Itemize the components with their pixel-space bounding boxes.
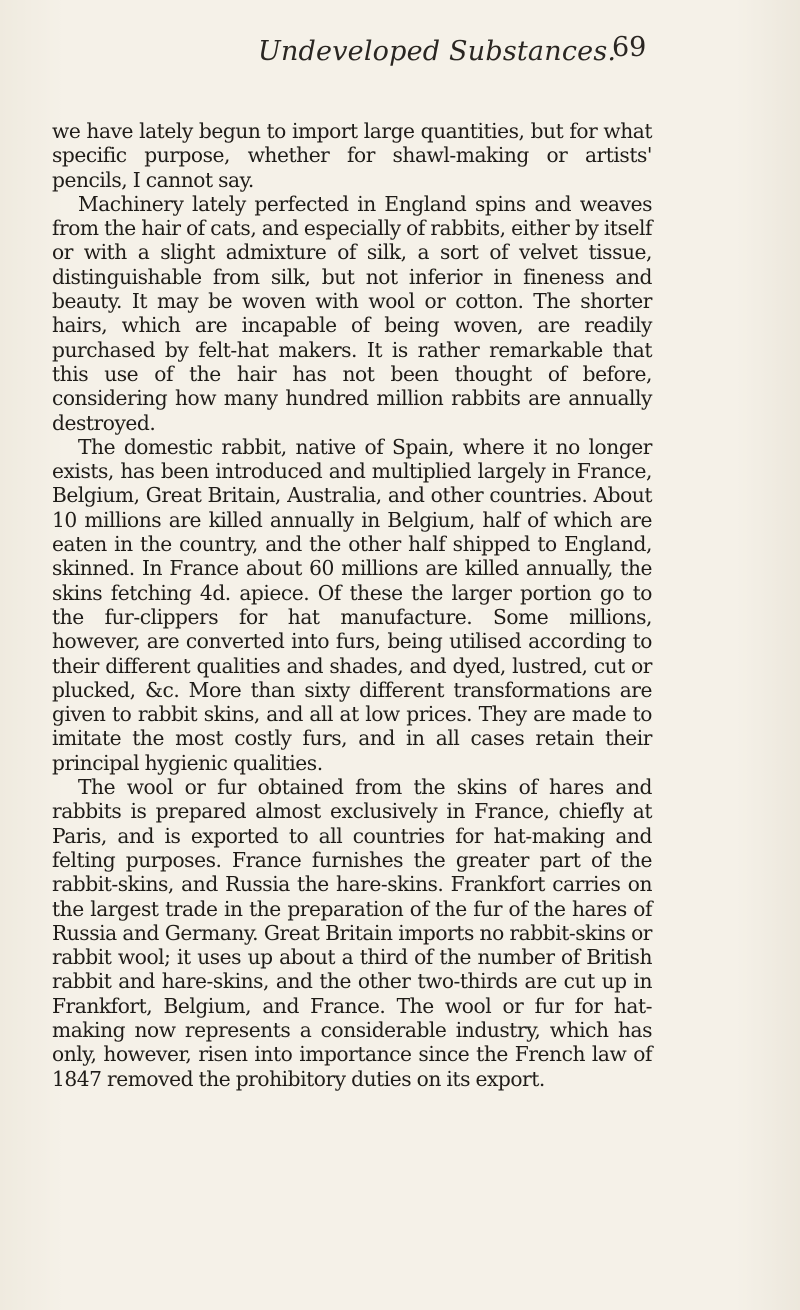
- paragraph-wool-fur: The wool or fur obtained from the skins of hares and rabbits is prepared almost exclusively in France, chiefly at Paris, and is exported to all countries for hat-making and felting purposes. France furnishes the greater part of the rabbit-skins, and Russia the hare-skins. Frankfort carries on the largest trade in the preparation of the fur of the hares of Russia and Germany. Great Britain imports no rabbit-skins or rabbit wool; it uses up about a third of the number of British rabbit and hare-skins, and the other two-thirds are cut up in Frankfort, Belgium, and France. The wool or fur for hat-making now represents a considerable industry, which has only, however, risen into importance since the French law of 1847 removed the prohibitory duties on its export.: [52, 775, 652, 1091]
- paragraph-machinery: Machinery lately perfected in England spins and weaves from the hair of cats, and especially of rabbits, either by itself or with a slight admixture of silk, a sort of velvet tissue, distinguishable from silk, but not inferior in fineness and beauty. It may be woven with wool or cotton. The shorter hairs, which are incapable of being woven, are readily purchased by felt-hat makers. It is rather remarkable that this use of the hair has not been thought of before, considering how many hundred million rabbits are annually destroyed.: [52, 191, 652, 435]
- page-number: 69: [612, 32, 647, 63]
- paragraph-continuation: we have lately begun to import large quantities, but for what specific purpose, whether for shawl-making or artists' pencils, I cannot say.: [52, 119, 652, 192]
- running-title: Undeveloped Substances.: [258, 36, 617, 67]
- running-head: [0, 32, 800, 86]
- paragraph-domestic-rabbit: The domestic rabbit, native of Spain, where it no longer exists, has been introduced and multiplied largely in France, Belgium, Great Britain, Australia, and other countries. About 10 millions are killed annually in Belgium, half of which are eaten in the country, and the other half shipped to England, skinned. In France about 60 millions are killed annually, the skins fetching 4d. apiece. Of these the larger portion go to the fur-clippers for hat manufacture. Some millions, however, are converted into furs, being utilised according to their different qualities and shades, and dyed, lustred, cut or plucked, &c. More than sixty different transformations are given to rabbit skins, and all at low prices. They are made to imitate the most costly furs, and in all cases retain their principal hygienic qualities.: [52, 434, 652, 775]
- body-text: [52, 119, 652, 1091]
